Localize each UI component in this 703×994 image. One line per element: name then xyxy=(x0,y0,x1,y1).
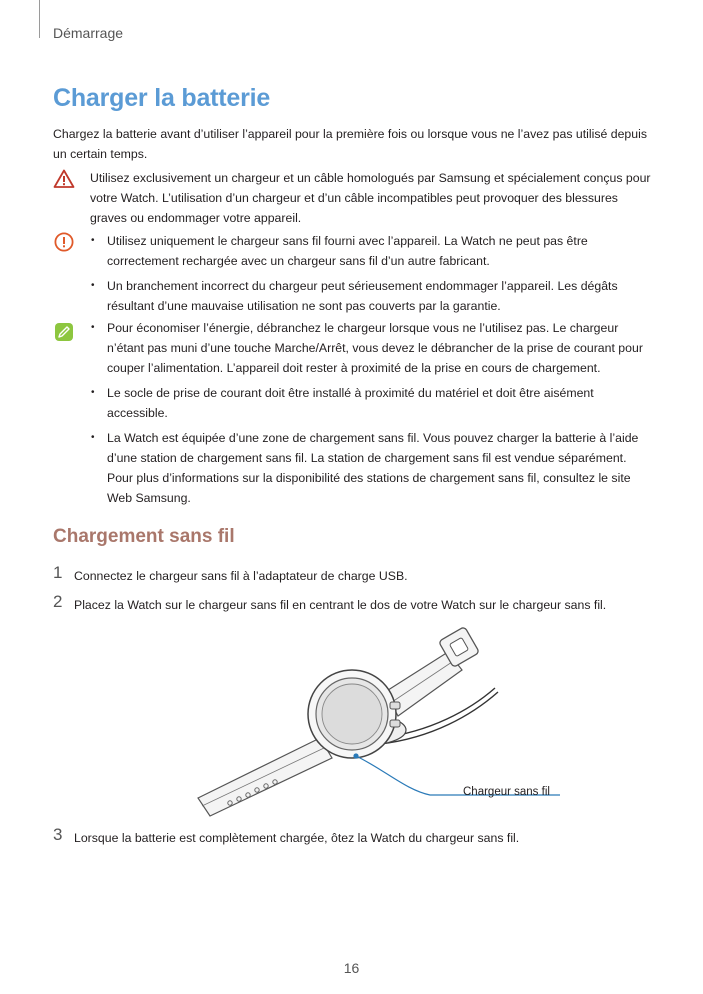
subsection-title: Chargement sans fil xyxy=(53,526,235,547)
caution-exclamation-icon xyxy=(53,231,75,253)
step-number: 1 xyxy=(53,563,63,582)
header-rule xyxy=(39,0,40,38)
tip-pencil-icon xyxy=(53,321,75,343)
tip-note xyxy=(53,318,653,513)
warning-triangle-icon xyxy=(53,168,75,190)
tip-list xyxy=(90,318,653,508)
caution-list xyxy=(90,231,653,316)
step-number: 3 xyxy=(53,825,63,844)
step-1 xyxy=(53,563,673,586)
tip-item: • La Watch est équipée d’une zone de chargement sans fil. Vous pouvez charger la batterie à l’aide d’une station de chargement sans fil. La station de chargement sans fil est vendue séparément. Pour plus d’informations sur la disponibilité des stations de chargement sans fil, consultez le site Web Samsung. xyxy=(90,428,653,508)
page-title: Charger la batterie xyxy=(53,84,271,112)
warning-note xyxy=(53,168,653,228)
step-text: Lorsque la batterie est complètement chargée, ôtez la Watch du chargeur sans fil. xyxy=(74,831,520,845)
section-label: Démarrage xyxy=(53,25,124,41)
warning-text: Utilisez exclusivement un chargeur et un câble homologués par Samsung et spécialement conçus pour votre Watch. L’utilisation d’un chargeur et d’un câble incompatibles peut provoquer des blessures graves ou endommager votre appareil. xyxy=(90,171,651,225)
step-3 xyxy=(53,825,673,848)
caution-item: • Utilisez uniquement le chargeur sans fil fourni avec l’appareil. La Watch ne peut pas être correctement rechargée avec un chargeur sans fil d’un autre fabricant. xyxy=(90,231,653,271)
step-text: Placez la Watch sur le chargeur sans fil en centrant le dos de votre Watch sur le chargeur sans fil. xyxy=(74,598,607,612)
intro-paragraph: Chargez la batterie avant d’utiliser l’appareil pour la première fois ou lorsque vous ne l’avez pas utilisé depuis un certain temps. xyxy=(53,127,647,161)
figure-caption: Chargeur sans fil xyxy=(463,786,550,798)
caution-item: • Un branchement incorrect du chargeur peut sérieusement endommager l’appareil. Les dégâts résultant d’une mauvaise utilisation ne sont pas couverts par la garantie. xyxy=(90,276,653,316)
tip-item: • Pour économiser l’énergie, débranchez le chargeur lorsque vous ne l’utilisez pas. Le chargeur n’étant pas muni d’une touche Marche/Arrêt, vous devez le débrancher de la prise de courant pour couper l’alimentation. L’appareil doit rester à proximité de la prise en cours de chargement. xyxy=(90,318,653,378)
step-text: Connectez le chargeur sans fil à l’adaptateur de charge USB. xyxy=(74,569,408,583)
step-number: 2 xyxy=(53,592,63,611)
caution-note xyxy=(53,231,653,321)
tip-item: • Le socle de prise de courant doit être installé à proximité du matériel et doit être aisément accessible. xyxy=(90,383,653,423)
page-number: 16 xyxy=(343,960,360,976)
step-2 xyxy=(53,592,673,615)
